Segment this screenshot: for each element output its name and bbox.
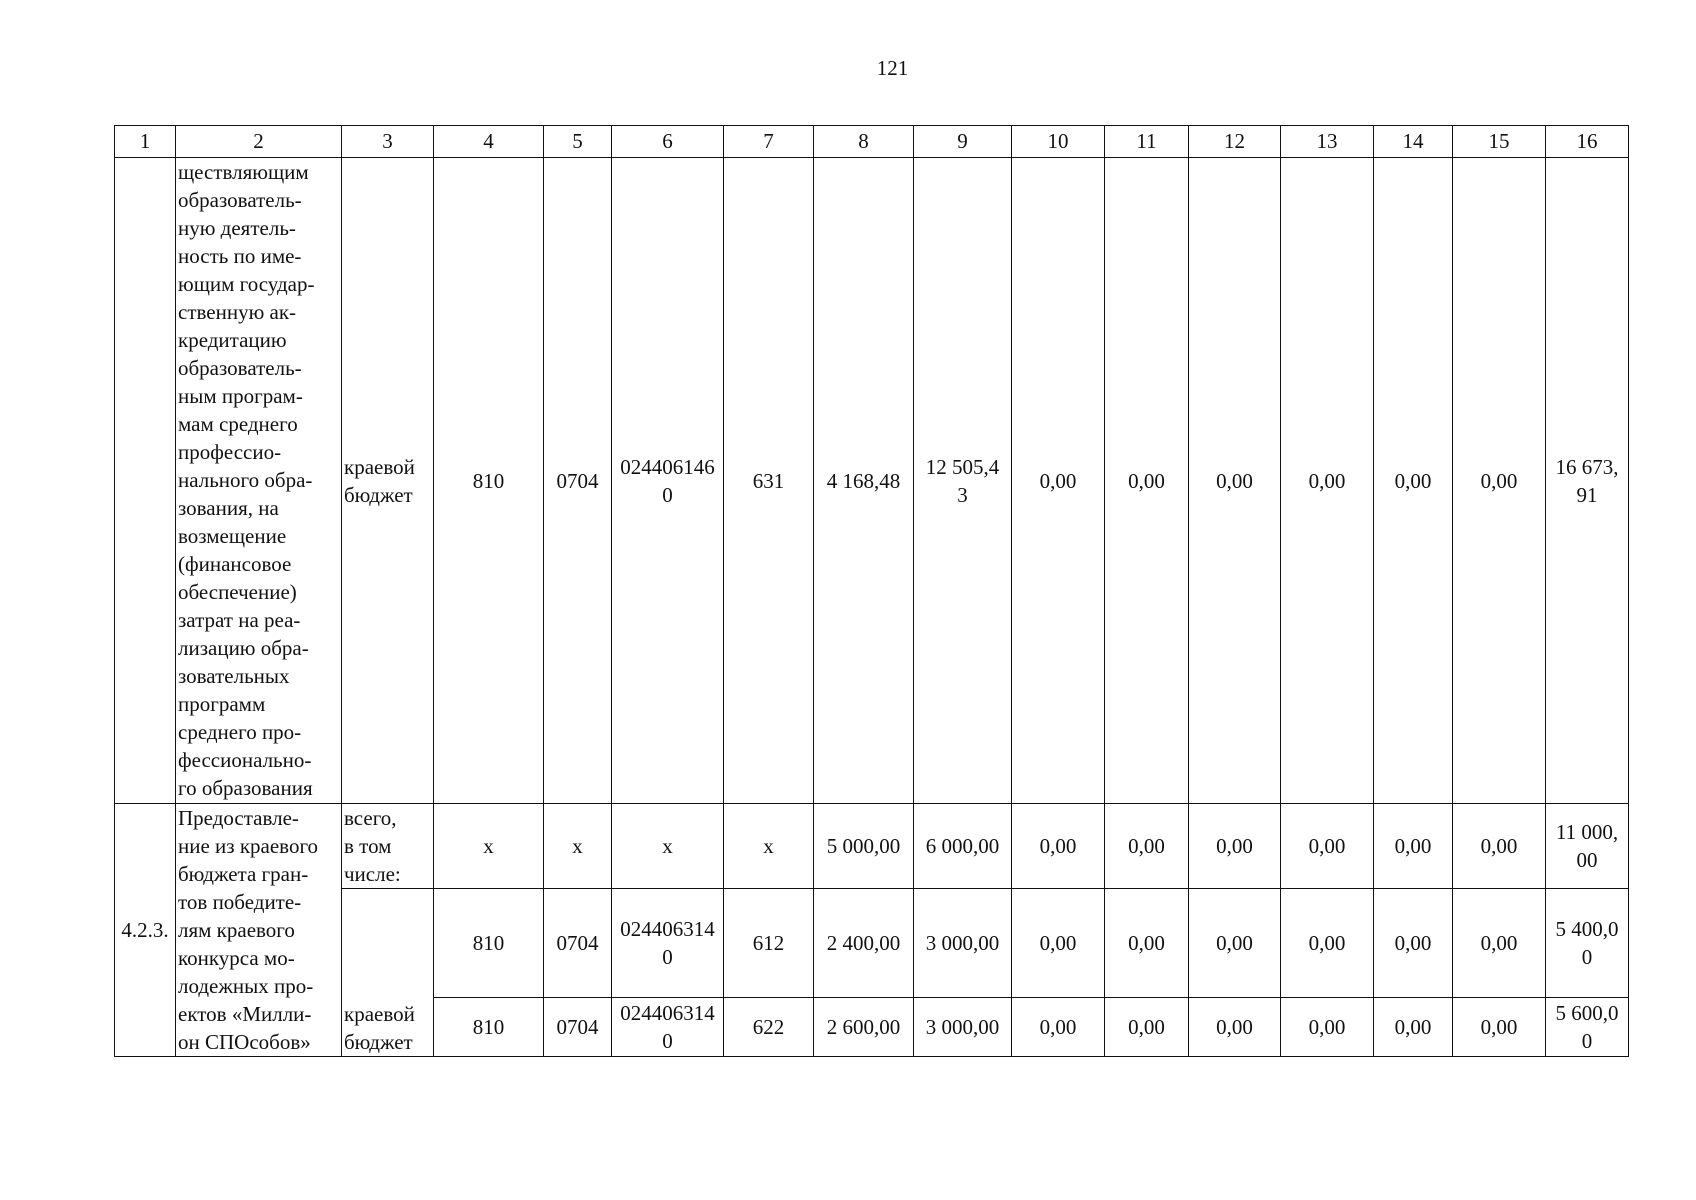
cell-c6: 024406314 0: [612, 998, 724, 1057]
table-row: [115, 804, 1629, 889]
cell-c12: 0,00: [1189, 158, 1281, 804]
cell-c12: 0,00: [1189, 998, 1281, 1057]
cell-c5: 0704: [544, 998, 612, 1057]
cell-c5: 0704: [544, 158, 612, 804]
cell-c12: 0,00: [1189, 889, 1281, 998]
cell-c13: 0,00: [1281, 998, 1374, 1057]
header-cell: 12: [1189, 126, 1281, 158]
index-cell: 4.2.3.: [115, 804, 176, 1057]
cell-c4: 810: [434, 998, 544, 1057]
source-cell: всего, в том числе:: [342, 804, 434, 889]
header-row: [115, 126, 1629, 158]
cell-c4: 810: [434, 158, 544, 804]
table-row: [115, 158, 1629, 804]
cell-c7: 612: [724, 889, 814, 998]
cell-c16: 16 673, 91: [1546, 158, 1629, 804]
cell-c15: 0,00: [1453, 158, 1546, 804]
header-cell: 10: [1012, 126, 1105, 158]
description-cell: Предоставле- ние из краевого бюджета гран- тов победите- лям краевого конкурса мо- лодежных про- ектов «Милли- он СПОсобов»: [176, 804, 342, 1057]
cell-c14: 0,00: [1374, 804, 1453, 889]
cell-c15: 0,00: [1453, 889, 1546, 998]
cell-c6: 024406146 0: [612, 158, 724, 804]
page-number: 121: [876, 56, 909, 80]
cell-c9: 12 505,4 3: [914, 158, 1012, 804]
header-cell: 16: [1546, 126, 1629, 158]
cell-c5: x: [544, 804, 612, 889]
header-cell: 7: [724, 126, 814, 158]
header-cell: 4: [434, 126, 544, 158]
header-cell: 13: [1281, 126, 1374, 158]
cell-c7: 631: [724, 158, 814, 804]
cell-c10: 0,00: [1012, 158, 1105, 804]
cell-c7: 622: [724, 998, 814, 1057]
cell-c13: 0,00: [1281, 804, 1374, 889]
header-cell: 2: [176, 126, 342, 158]
cell-c10: 0,00: [1012, 998, 1105, 1057]
table-row: [115, 889, 1629, 998]
budget-table: [114, 125, 1629, 1057]
cell-c16: 11 000, 00: [1546, 804, 1629, 889]
cell-c11: 0,00: [1105, 998, 1189, 1057]
cell-c15: 0,00: [1453, 998, 1546, 1057]
cell-c11: 0,00: [1105, 804, 1189, 889]
cell-c8: 4 168,48: [814, 158, 914, 804]
header-cell: 6: [612, 126, 724, 158]
cell-c9: 6 000,00: [914, 804, 1012, 889]
header-cell: 3: [342, 126, 434, 158]
header-cell: 11: [1105, 126, 1189, 158]
cell-c11: 0,00: [1105, 158, 1189, 804]
cell-c14: 0,00: [1374, 158, 1453, 804]
cell-c4: x: [434, 804, 544, 889]
cell-c14: 0,00: [1374, 998, 1453, 1057]
header-cell: 14: [1374, 126, 1453, 158]
cell-c6: x: [612, 804, 724, 889]
cell-c11: 0,00: [1105, 889, 1189, 998]
cell-c4: 810: [434, 889, 544, 998]
cell-c16: 5 600,0 0: [1546, 998, 1629, 1057]
header-cell: 8: [814, 126, 914, 158]
cell-c8: 5 000,00: [814, 804, 914, 889]
cell-c16: 5 400,0 0: [1546, 889, 1629, 998]
cell-c6: 024406314 0: [612, 889, 724, 998]
source-cell: краевой бюджет: [342, 158, 434, 804]
cell-c12: 0,00: [1189, 804, 1281, 889]
cell-c8: 2 400,00: [814, 889, 914, 998]
cell-c13: 0,00: [1281, 158, 1374, 804]
source-cell: краевой бюджет: [342, 889, 434, 1057]
index-cell: [115, 158, 176, 804]
header-cell: 1: [115, 126, 176, 158]
cell-c10: 0,00: [1012, 889, 1105, 998]
header-cell: 5: [544, 126, 612, 158]
header-cell: 9: [914, 126, 1012, 158]
cell-c5: 0704: [544, 889, 612, 998]
description-cell: ществляющим образователь- ную деятель- ность по име- ющим государ- ственную ак- кредитацию образователь- ным програм- мам среднего профессио- нального обра- зования, на возмещение (финансовое обеспечение) затрат на реа- лизацию обра- зовательных программ среднего про- фессионально- го образования: [176, 158, 342, 804]
cell-c7: x: [724, 804, 814, 889]
header-cell: 15: [1453, 126, 1546, 158]
cell-c9: 3 000,00: [914, 998, 1012, 1057]
cell-c8: 2 600,00: [814, 998, 914, 1057]
cell-c10: 0,00: [1012, 804, 1105, 889]
cell-c14: 0,00: [1374, 889, 1453, 998]
cell-c15: 0,00: [1453, 804, 1546, 889]
cell-c9: 3 000,00: [914, 889, 1012, 998]
cell-c13: 0,00: [1281, 889, 1374, 998]
